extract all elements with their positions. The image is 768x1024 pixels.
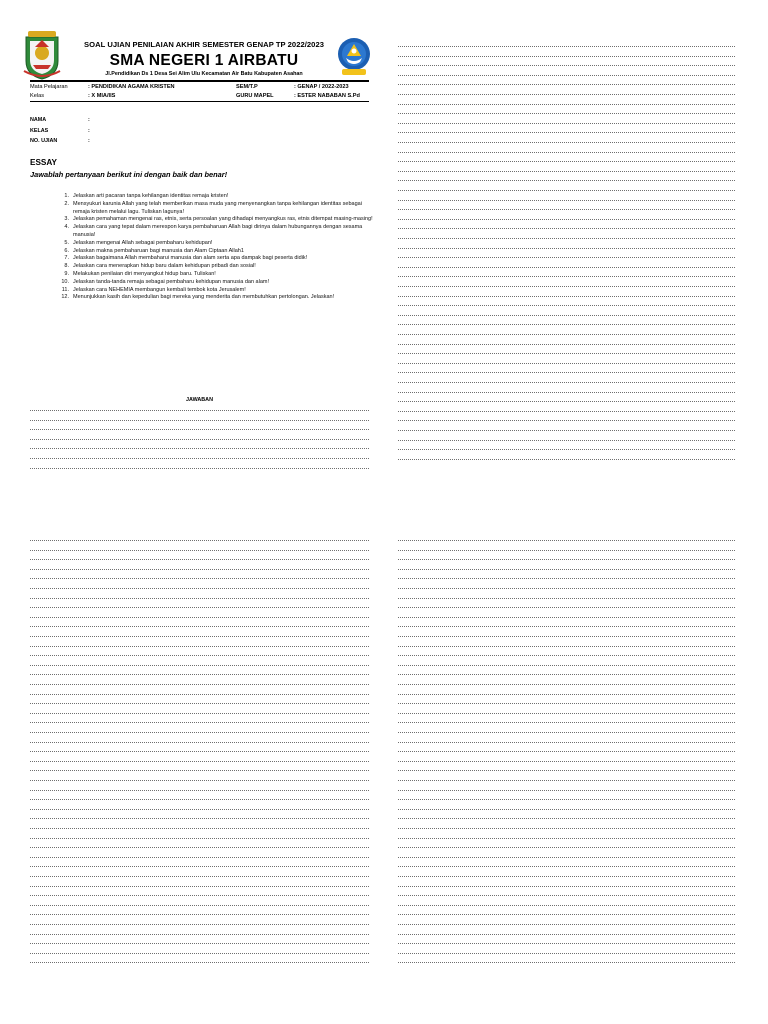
question-item (58, 201, 373, 217)
answer-line (398, 742, 735, 743)
answer-line (398, 694, 735, 695)
question-number: 4. (64, 224, 69, 231)
answer-line (30, 838, 369, 839)
identity-name-label: NAMA (30, 117, 47, 123)
answer-line (398, 46, 735, 47)
answer-line (398, 838, 735, 839)
answer-line (398, 550, 735, 551)
answer-line (30, 847, 369, 848)
answer-line (398, 190, 735, 191)
question-number: 10. (61, 278, 69, 285)
identity-class-label: KELAS (30, 128, 49, 134)
school-address: Jl.Pendidikan Ds 1 Desa Sei Alim Ulu Kecamatan Air Batu Kabupaten Asahan (105, 71, 303, 77)
answer-line (30, 694, 369, 695)
answer-line (30, 914, 369, 915)
answer-line (398, 401, 735, 402)
question-text: Melakukan penilaian diri menyangkut hidup baru. Tuliskan! (73, 270, 216, 277)
answer-line (398, 200, 735, 201)
answer-line (30, 857, 369, 858)
answer-line (30, 818, 369, 819)
answer-heading: JAWABAN (186, 397, 213, 403)
answer-line (398, 161, 735, 162)
answer-line (30, 943, 369, 944)
answer-line (398, 655, 735, 656)
question-number: 2. (64, 200, 69, 207)
question-number: 6. (64, 247, 69, 254)
answer-line (398, 65, 735, 66)
answer-line (398, 344, 735, 345)
answer-line (398, 857, 735, 858)
answer-line (398, 953, 735, 954)
answer-line (30, 448, 369, 449)
answer-line (30, 636, 369, 637)
answer-line (398, 847, 735, 848)
question-number: 1. (64, 193, 69, 199)
identity-exam-no-label: NO. UJIAN (30, 138, 58, 144)
answer-line (398, 84, 735, 85)
answer-line (30, 559, 369, 560)
school-name: SMA NEGERI 1 AIRBATU (109, 52, 299, 69)
answer-line (30, 866, 369, 867)
answer-line (398, 430, 735, 431)
answer-line (398, 828, 735, 829)
answer-line (30, 799, 369, 800)
answer-line (398, 895, 735, 896)
exam-title: SOAL UJIAN PENILAIAN AKHIR SEMESTER GENAP TP 2022/2023 (84, 40, 324, 49)
answer-line (30, 578, 369, 579)
identity-class-colon: : (88, 128, 90, 134)
answer-line (30, 439, 369, 440)
answer-line (398, 132, 735, 133)
answer-line (398, 219, 735, 220)
answer-line (398, 420, 735, 421)
answer-line (30, 458, 369, 459)
answer-line (30, 770, 369, 771)
answer-line (398, 257, 735, 258)
tut-wuri-handayani-icon (336, 36, 372, 78)
answer-line (398, 934, 735, 935)
answer-line (398, 962, 735, 963)
answer-line (398, 636, 735, 637)
answer-line (30, 905, 369, 906)
answer-line (398, 876, 735, 877)
answer-line (30, 617, 369, 618)
identity-exam-no-colon: : (88, 138, 90, 144)
answer-line (398, 286, 735, 287)
question-text: Jelaskan cara menerapkan hidup baru dalam kehidupan pribadi dan sosial! (73, 263, 256, 270)
answer-line (398, 315, 735, 316)
answer-line (398, 914, 735, 915)
answer-line (30, 713, 369, 714)
answer-line (30, 429, 369, 430)
answer-line (398, 732, 735, 733)
answer-line (30, 751, 369, 752)
answer-line (30, 674, 369, 675)
answer-line (398, 780, 735, 781)
answer-line (398, 180, 735, 181)
answer-line (30, 703, 369, 704)
answer-line (398, 943, 735, 944)
answer-line (398, 94, 735, 95)
answer-line (398, 598, 735, 599)
answer-line (398, 569, 735, 570)
question-text: Menunjukkan kasih dan kepedulian bagi mereka yang menderita dan membutuhkan pertolongan. Jelaskan! (73, 294, 335, 301)
answer-line (30, 876, 369, 877)
question-text: Jelaskan cara yang tepat dalam merespon karya pembaharuan Allah bagi dirinya dalam hubungannya dengan sesama manusia! (73, 224, 363, 238)
answer-line (398, 123, 735, 124)
answer-line (30, 588, 369, 589)
answer-line (398, 751, 735, 752)
answer-line (30, 962, 369, 963)
answer-line (398, 684, 735, 685)
answer-line (30, 540, 369, 541)
answer-line (30, 665, 369, 666)
answer-line (398, 886, 735, 887)
answer-line (398, 646, 735, 647)
class-label: Kelas (30, 93, 44, 99)
question-text: Jelaskan makna pembaharuan bagi manusia dan Alam Ciptaan Allah1 (73, 247, 244, 254)
question-number: 12. (61, 294, 69, 301)
teacher-label: GURU MAPEL (236, 93, 274, 99)
answer-line (398, 626, 735, 627)
answer-line (30, 468, 369, 469)
question-number: 3. (64, 216, 69, 223)
answer-line (398, 104, 735, 105)
answer-line (398, 276, 735, 277)
answer-line (398, 665, 735, 666)
answer-line (398, 296, 735, 297)
answer-line (30, 780, 369, 781)
answer-line (30, 742, 369, 743)
section-instruction: Jawablah pertanyaan berikut ini dengan baik dan benar! (30, 170, 228, 179)
question-item (58, 271, 373, 279)
answer-line (398, 75, 735, 76)
answer-line (30, 655, 369, 656)
question-number: 7. (64, 255, 69, 262)
answer-line (398, 411, 735, 412)
answer-line (398, 449, 735, 450)
question-item (58, 279, 373, 287)
answer-line (30, 934, 369, 935)
question-item (58, 240, 373, 248)
question-item (58, 255, 373, 263)
subject-label: Mata Pelajaran (30, 84, 68, 90)
answer-line (398, 924, 735, 925)
question-list (58, 193, 373, 302)
section-title: ESSAY (30, 158, 58, 167)
answer-line (398, 382, 735, 383)
identity-name-colon: : (88, 117, 90, 123)
answer-line (398, 866, 735, 867)
question-item (58, 263, 373, 271)
question-text: Jelaskan mengenai Allah sebagai pembaharu kehidupan! (73, 239, 213, 246)
sem-value: : GENAP / 2022-2023 (294, 84, 349, 90)
answer-line (398, 56, 735, 57)
answer-line (398, 540, 735, 541)
subject-value: : PENDIDIKAN AGAMA KRISTEN (88, 84, 175, 90)
question-text: Jelaskan tanda-tanda remaja sebagai pembaharu kehidupan manusia dan alam! (73, 278, 269, 285)
answer-line (398, 674, 735, 675)
answer-line (398, 703, 735, 704)
answer-line (398, 440, 735, 441)
question-text: Jelaskan cara NEHEMIA membangun kembali tembok kota Jerusalem! (73, 286, 246, 293)
question-number: 8. (64, 263, 69, 270)
answer-line (398, 809, 735, 810)
answer-line (398, 578, 735, 579)
answer-line (398, 713, 735, 714)
answer-line (30, 626, 369, 627)
answer-line (30, 420, 369, 421)
answer-line (30, 550, 369, 551)
class-value: : X MIA/IIS (88, 93, 116, 99)
answer-line (30, 410, 369, 411)
sem-label: SEM/T.P (236, 84, 258, 90)
answer-line (398, 209, 735, 210)
provincial-emblem-icon (22, 31, 62, 81)
answer-line (30, 607, 369, 608)
header-divider-thin (30, 101, 369, 102)
answer-line (398, 559, 735, 560)
answer-line (398, 152, 735, 153)
question-number: 5. (64, 239, 69, 246)
answer-line (398, 113, 735, 114)
answer-line (30, 924, 369, 925)
question-item (58, 193, 373, 201)
question-text: Jelaskan arti pacaran tanpa kehilangan identitas remaja kristen! (73, 193, 229, 199)
answer-line (398, 334, 735, 335)
answer-line (398, 267, 735, 268)
answer-line (30, 732, 369, 733)
answer-line (398, 363, 735, 364)
answer-line (398, 459, 735, 460)
answer-line (398, 238, 735, 239)
header-divider-thick (30, 80, 369, 82)
question-text: Jelaskan bagaimana Allah membaharui manusia dan alam serta apa dampak bagi peserta didik! (73, 255, 308, 262)
answer-line (398, 770, 735, 771)
answer-line (398, 607, 735, 608)
teacher-value: : ESTER NABABAN S.Pd (294, 93, 360, 99)
answer-line (398, 171, 735, 172)
answer-line (398, 392, 735, 393)
answer-line (30, 722, 369, 723)
answer-line (398, 761, 735, 762)
answer-line (398, 790, 735, 791)
question-number: 11. (61, 286, 69, 293)
answer-line (398, 142, 735, 143)
answer-line (398, 818, 735, 819)
question-item (58, 248, 373, 256)
answer-line (398, 372, 735, 373)
answer-line (398, 588, 735, 589)
answer-line (398, 305, 735, 306)
answer-line (30, 569, 369, 570)
answer-line (30, 790, 369, 791)
question-item (58, 224, 373, 240)
answer-line (30, 598, 369, 599)
answer-line (398, 228, 735, 229)
question-number: 9. (64, 270, 69, 277)
question-item (58, 287, 373, 295)
answer-line (30, 761, 369, 762)
question-text: Mensyukuri karunia Allah yang telah memberikan masa muda yang menyenangkan tanpa kehilangan identitas sebagai remaja kristen melalui lagu. Tuliskan lagunya! (73, 200, 362, 215)
answer-line (398, 799, 735, 800)
answer-line (398, 353, 735, 354)
answer-line (30, 895, 369, 896)
answer-line (398, 617, 735, 618)
answer-line (398, 248, 735, 249)
answer-line (30, 684, 369, 685)
answer-line (30, 953, 369, 954)
answer-line (398, 324, 735, 325)
question-item (58, 294, 373, 302)
answer-line (398, 905, 735, 906)
answer-line (30, 646, 369, 647)
question-item (58, 216, 373, 224)
question-text: Jelaskan pemahaman mengenai ras, etnis, serta persoalan yang dihadapi menyangkus ras, etnis ditempat masing-masing! (73, 216, 373, 223)
answer-line (30, 809, 369, 810)
answer-line (398, 722, 735, 723)
answer-line (30, 828, 369, 829)
answer-line (30, 886, 369, 887)
